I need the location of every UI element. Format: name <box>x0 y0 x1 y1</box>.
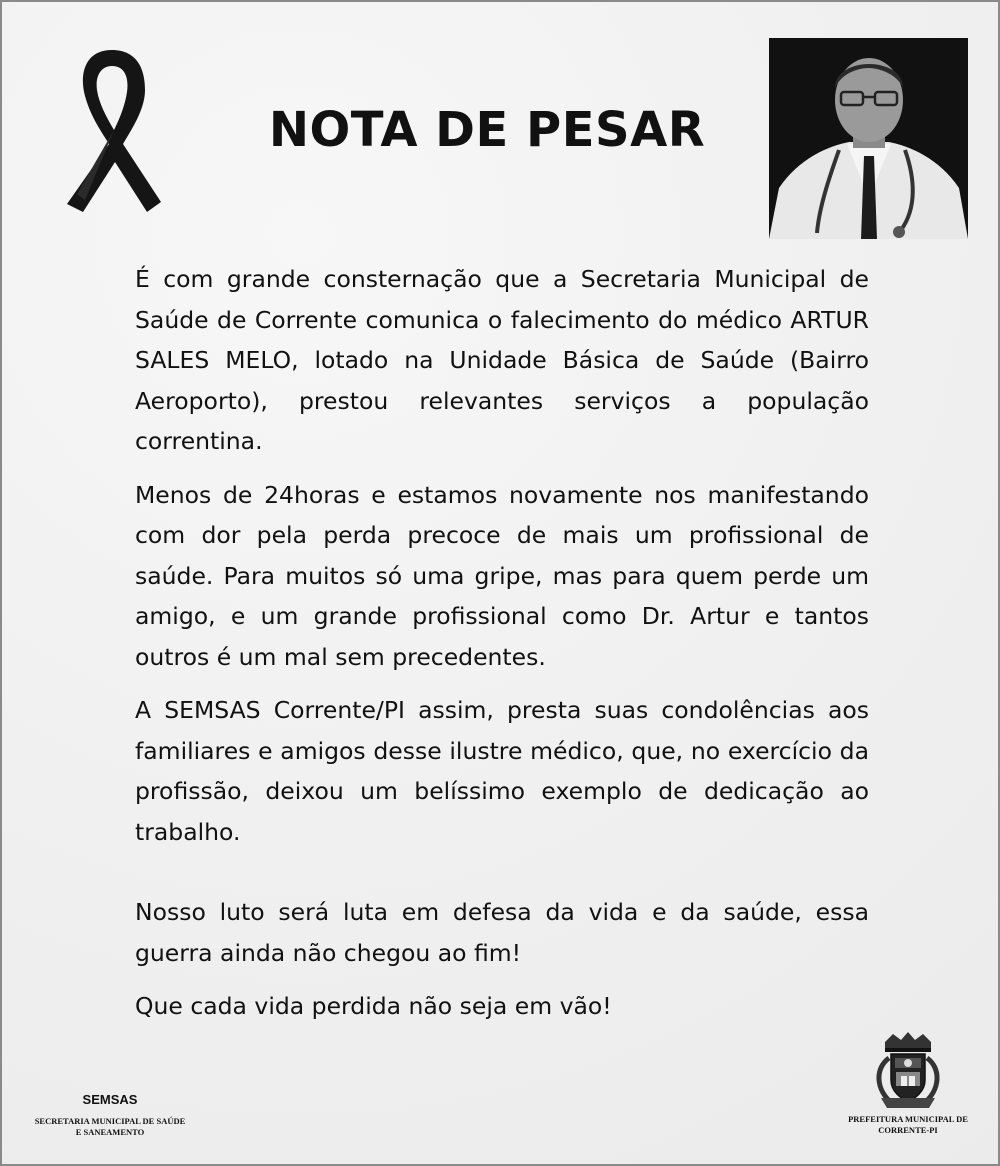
paragraph-struggle: Nosso luto será luta em defesa da vida e da saúde, essa guerra ainda não chegou ao fim! <box>135 898 869 967</box>
semsas-full-name: SECRETARIA MUNICIPAL DE SAÚDE E SANEAMENTO <box>34 1116 186 1137</box>
prefeitura-signature <box>838 1032 978 1136</box>
paragraph-announcement: É com grande consternação que a Secretaria Municipal de Saúde de Corrente comunica o falecimento do médico ARTUR SALES MELO, lotado na Unidade Básica de Saúde (Bairro Aeroporto), prestou relevantes serviços a população correntina. <box>135 265 869 455</box>
paragraph-grief: Menos de 24horas e estamos novamente nos manifestando com dor pela perda precoce de mais um profissional de saúde. Para muitos só uma gripe, mas para quem perde um amigo, e um grande profissional como Dr. Artur e tantos outros é um mal sem precedentes. <box>135 480 869 671</box>
doctor-portrait <box>769 38 968 239</box>
semsas-brand: SEMSAS <box>82 1092 138 1107</box>
paragraph-closing: Que cada vida perdida não seja em vão! <box>135 992 612 1020</box>
semsas-signature <box>30 1092 190 1138</box>
municipal-crest-icon <box>863 1032 953 1112</box>
prefeitura-name: PREFEITURA MUNICIPAL DE CORRENTE-PI <box>848 1114 968 1135</box>
mourning-ribbon-icon <box>57 44 167 216</box>
notice-body <box>135 259 869 1040</box>
page-title: NOTA DE PESAR <box>268 102 706 158</box>
paragraph-condolences: A SEMSAS Corrente/PI assim, presta suas condolências aos familiares e amigos desse ilustre médico, que, no exercício da profissão, deixou um belíssimo exemplo de dedicação ao trabalho. <box>135 696 869 846</box>
